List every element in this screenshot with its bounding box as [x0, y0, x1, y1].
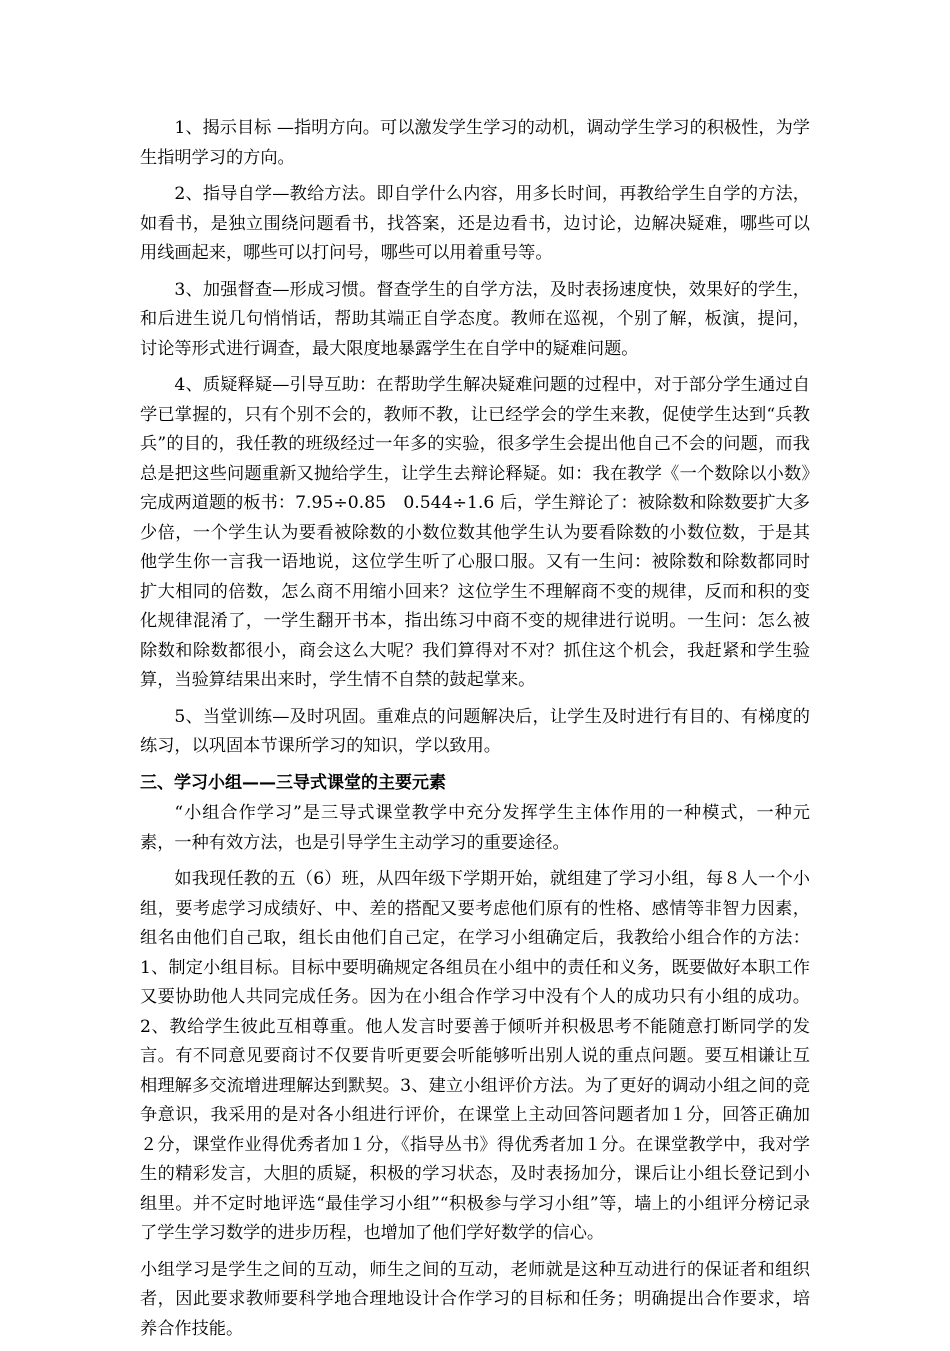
paragraph-reveal-goals: 1、揭示目标 —指明方向。可以激发学生学习的动机，调动学生学习的积极性，为学生指明学习的方向。: [140, 118, 810, 168]
document-body: [140, 114, 810, 1351]
section-heading: 三、学习小组——三导式课堂的主要元素: [140, 772, 446, 793]
paragraph-closing: 小组学习是学生之间的互动，师生之间的互动，老师就是这种互动进行的保证者和组织者，因此要求教师要科学地合理地设计合作学习的目标和任务；明确提出合作要求，培养合作技能。: [140, 1259, 810, 1339]
paragraph-question-answer: 4、质疑释疑—引导互助：在帮助学生解决疑难问题的过程中，对于部分学生通过自学已掌握的，只有个别不会的，教师不教，让已经学会的学生来教，促使学生达到“兵教兵”的目的，我任教的班级经过一年多的实验，很多学生会提出他自己不会的问题，而我总是把这些问题重新又抛给学生，让学生去辩论释疑。如：我在教学《一个数除以小数》完成两道题的板书：7.95÷0.85 0.544÷1.6 后，学生辩论了：被除数和除数要扩大多少倍，一个学生认为要看被除数的小数位数其他学生认为要看除数的小数位数，于是其他学生你一言我一语地说，这位学生听了心服口服。又有一生问：被除数和除数都同时扩大相同的倍数，怎么商不用缩小回来？这位学生不理解商不变的规律，反而和积的变化规律混淆了，一学生翻开书本，指出练习中商不变的规律进行说明。一生问：怎么被除数和除数都很小，商会这么大呢？我们算得对不对？抓住这个机会，我赶紧和学生验算，当验算结果出来时，学生情不自禁的鼓起掌来。: [140, 375, 810, 690]
paragraph-supervision: 3、加强督查—形成习惯。督查学生的自学方法，及时表扬速度快，效果好的学生，和后进生说几句悄悄话，帮助其端正自学态度。教师在巡视，个别了解，板演，提问，讨论等形式进行调查，最大限度地暴露学生在自学中的疑难问题。: [140, 279, 810, 359]
paragraph-guide-self-study: 2、指导自学—教给方法。即自学什么内容，用多长时间，再教给学生自学的方法，如看书，是独立围绕问题看书，找答案，还是边看书，边讨论，边解决疑难，哪些可以用线画起来，哪些可以打问号，哪些可以用着重号等。: [140, 184, 810, 263]
paragraph-class-example: 如我现任教的五（6）班，从四年级下学期开始，就组建了学习小组，每８人一个小组，要考虑学习成绩好、中、差的搭配又要考虑他们原有的性格、感情等非智力因素，组名由他们自己取，组长由他们自己定，在学习小组确定后，我教给小组合作的方法： 1、制定小组目标。目标中要明确规定各组员在小组中的责任和义务，既要做好本职工作又要协助他人共同完成任务。因为在小组合作学习中没有个人的成功只有小组的成功。 2、教给学生彼此互相尊重。他人发言时要善于倾听并积极思考不能随意打断同学的发言。有不同意见要商讨不仅要肯听更要会听能够听出别人说的重点问题。要互相谦让互相理解多交流增进理解达到默契。3、建立小组评价方法。为了更好的调动小组之间的竞争意识，我采用的是对各小组进行评价，在课堂上主动回答问题者加１分，回答正确加２分，课堂作业得优秀者加１分，《指导丛书》得优秀者加１分。在课堂教学中，我对学生的精彩发言，大胆的质疑，积极的学习状态，及时表扬加分，课后让小组长登记到小组里。并不定时地评选“最佳学习小组”“积极参与学习小组”等，墙上的小组评分榜记录了学生学习数学的进步历程，也增加了他们学好数学的信心。: [140, 869, 810, 1243]
paragraph-classroom-practice: 5、当堂训练—及时巩固。重难点的问题解决后，让学生及时进行有目的、有梯度的练习，以巩固本节课所学习的知识，学以致用。: [140, 706, 810, 756]
paragraph-group-cooperation: “小组合作学习”是三导式课堂教学中充分发挥学生主体作用的一种模式，一种元素，一种有效方法，也是引导学生主动学习的重要途径。: [140, 803, 810, 853]
